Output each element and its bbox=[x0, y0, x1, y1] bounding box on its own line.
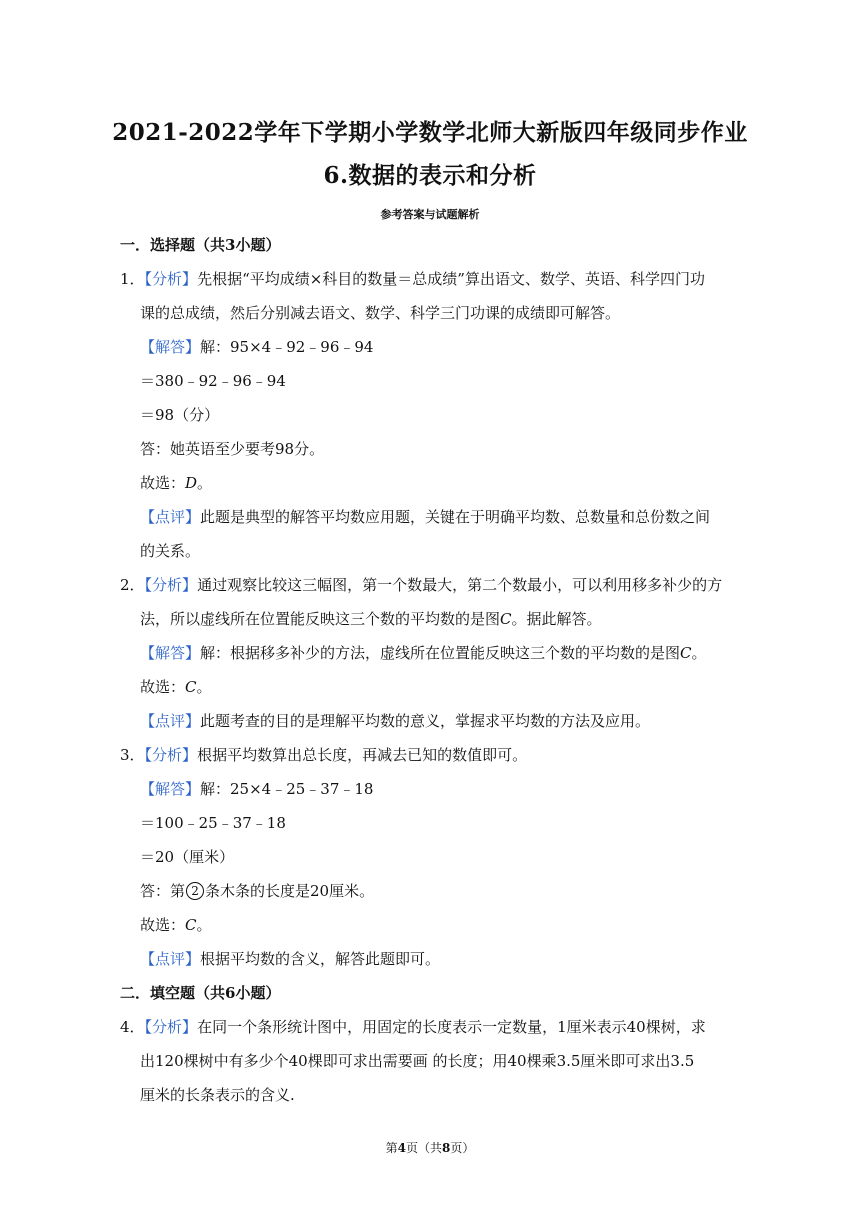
q2-analysis-line2: 法，所以虚线所在位置能反映这三个数的平均数的是图C。据此解答。 bbox=[140, 610, 602, 628]
comment-tag: 【点评】 bbox=[140, 508, 201, 526]
q1-number: 1． bbox=[120, 270, 145, 288]
page-number: 4 bbox=[397, 1141, 406, 1155]
analysis-tag: 【分析】 bbox=[144, 1018, 198, 1036]
q2-analysis-line1: 2．【分析】通过观察比较这三幅图，第一个数最大，第二个数最小，可以利用移多补少的方 bbox=[120, 576, 723, 594]
q2-comment: 【点评】此题考查的目的是理解平均数的意义，掌握求平均数的方法及应用。 bbox=[140, 712, 651, 730]
q1-comment-line1: 【点评】此题是典型的解答平均数应用题，关键在于明确平均数、总数量和总份数之间 bbox=[140, 508, 711, 526]
document-title: 2021-2022学年下学期小学数学北师大新版四年级同步作业 bbox=[112, 119, 748, 146]
q3-answer: 答：第 2 条木条的长度是20厘米。 bbox=[140, 882, 375, 900]
comment-tag: 【点评】 bbox=[140, 712, 201, 730]
analysis-tag: 【分析】 bbox=[144, 576, 198, 594]
q3-number: 3． bbox=[120, 746, 145, 764]
q3-step-2: ＝100﹣25﹣37﹣18 bbox=[140, 814, 286, 832]
solution-tag: 【解答】 bbox=[140, 780, 201, 798]
q1-answer: 答：她英语至少要考98分。 bbox=[140, 440, 325, 458]
circled-number: 2 bbox=[186, 882, 204, 900]
q4-number: 4． bbox=[120, 1018, 145, 1036]
page-footer: 第4页（共8页） bbox=[385, 1141, 475, 1155]
q1-choice: 故选：D。 bbox=[140, 474, 213, 492]
section-heading-choice: 一．选择题（共3小题） bbox=[120, 236, 281, 254]
q4-analysis-line3: 厘米的长条表示的含义. bbox=[140, 1086, 295, 1104]
q1-step-3: ＝98（分） bbox=[140, 406, 220, 424]
solution-tag: 【解答】 bbox=[140, 338, 201, 356]
section-heading-fill-in: 二．填空题（共6小题） bbox=[120, 984, 281, 1002]
q1-solution: 【解答】解：95×4﹣92﹣96﹣94 bbox=[140, 338, 374, 356]
q3-analysis: 3．【分析】根据平均数算出总长度，再减去已知的数值即可。 bbox=[120, 746, 528, 764]
q2-choice: 故选：C。 bbox=[140, 678, 212, 696]
q3-comment: 【点评】根据平均数的含义，解答此题即可。 bbox=[140, 950, 441, 968]
analysis-tag: 【分析】 bbox=[144, 746, 198, 764]
q3-choice: 故选：C。 bbox=[140, 916, 212, 934]
q4-analysis-line1: 4．【分析】在同一个条形统计图中，用固定的长度表示一定数量，1厘米表示40棵树，求 bbox=[120, 1018, 706, 1036]
solution-tag: 【解答】 bbox=[140, 644, 201, 662]
analysis-tag: 【分析】 bbox=[144, 270, 198, 288]
q3-step-3: ＝20（厘米） bbox=[140, 848, 235, 866]
comment-tag: 【点评】 bbox=[140, 950, 201, 968]
q2-number: 2． bbox=[120, 576, 145, 594]
q1-analysis-line1: 1．【分析】先根据“平均成绩×科目的数量＝总成绩”算出语文、数学、英语、科学四门功 bbox=[120, 270, 705, 288]
document-subtitle-topic: 6.数据的表示和分析 bbox=[323, 162, 537, 189]
q1-analysis-line2: 课的总成绩，然后分别减去语文、数学、科学三门功课的成绩即可解答。 bbox=[140, 304, 621, 322]
q2-solution: 【解答】解：根据移多补少的方法，虚线所在位置能反映这三个数的平均数的是图C。 bbox=[140, 644, 707, 662]
q1-step-2: ＝380﹣92﹣96﹣94 bbox=[140, 372, 286, 390]
q4-analysis-line2: 出120棵树中有多少个40棵即可求出需要画 的长度；用40棵乘3.5厘米即可求出3.5 bbox=[140, 1052, 695, 1070]
q3-solution: 【解答】解：25×4﹣25﹣37﹣18 bbox=[140, 780, 374, 798]
page-total: 8 bbox=[442, 1141, 451, 1155]
answer-key-heading: 参考答案与试题解析 bbox=[380, 208, 480, 221]
q1-comment-line2: 的关系。 bbox=[140, 542, 201, 560]
